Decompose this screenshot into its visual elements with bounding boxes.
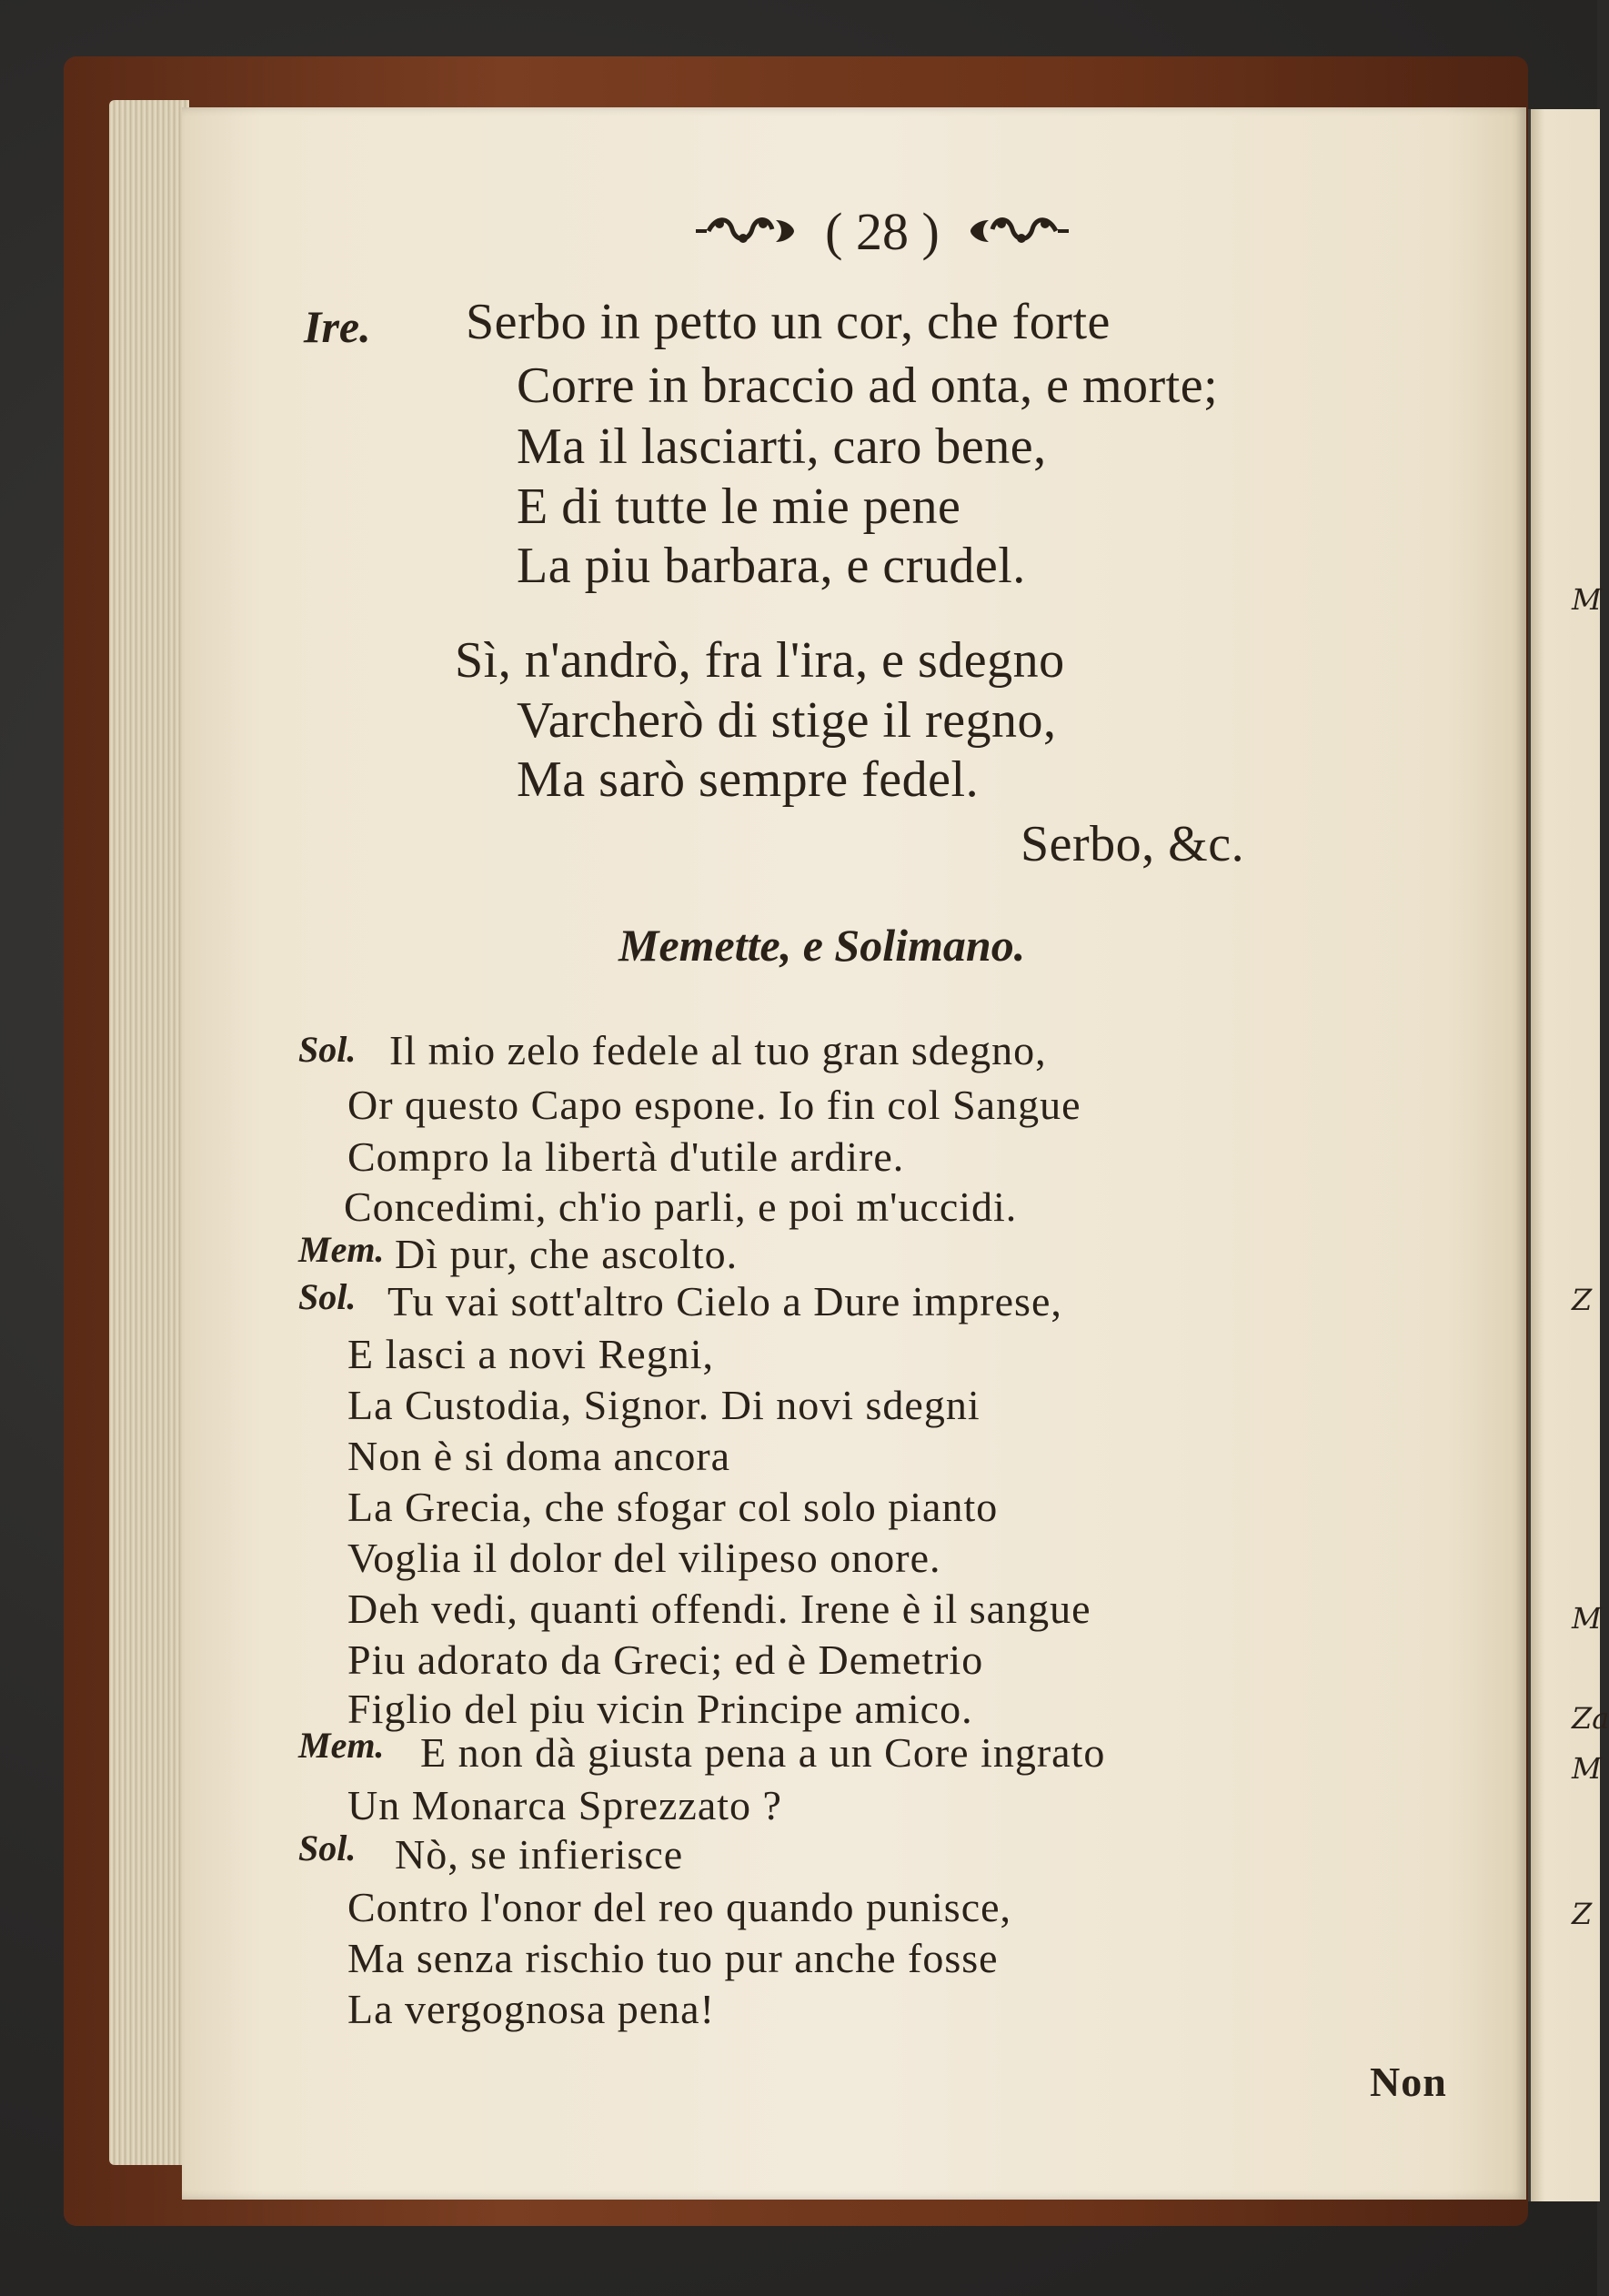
next-page-fragment: M [1572, 582, 1602, 617]
speaker-label: Mem. [298, 1229, 385, 1270]
dialogue-line: Concedimi, ch'io parli, e poi m'uccidi. [344, 1183, 1018, 1230]
dialogue-line: Non è si doma ancora [347, 1433, 731, 1479]
verse-line: La piu barbara, e crudel. [517, 538, 1026, 594]
dialogue-line: Dì pur, che ascolto. [395, 1231, 739, 1277]
speaker-label: Ire. [304, 301, 371, 352]
next-page-fragment: Z [1572, 1283, 1593, 1317]
dialogue-line: La vergognosa pena! [347, 1986, 715, 2032]
left-ornament-icon [692, 211, 801, 251]
next-page-fragment: M [1572, 1601, 1602, 1636]
dialogue-line: Piu adorato da Greci; ed è Demetrio [347, 1636, 984, 1683]
verse-line: Sì, n'andrò, fra l'ira, e sdegno [455, 632, 1065, 689]
dialogue-line: Un Monarca Sprezzato ? [347, 1782, 782, 1828]
dialogue-line: E lasci a novi Regni, [347, 1331, 714, 1377]
dialogue-line: Or questo Capo espone. Io fin col Sangue [347, 1082, 1081, 1128]
speaker-label: Sol. [298, 1276, 357, 1317]
dialogue-line: Nò, se infierisce [395, 1831, 684, 1878]
verse-line: Corre in braccio ad onta, e morte; [517, 357, 1219, 414]
dialogue-line: La Custodia, Signor. Di novi sdegni [347, 1382, 980, 1428]
right-ornament-icon [963, 211, 1072, 251]
dialogue-line: Contro l'onor del reo quando punisce, [347, 1884, 1012, 1930]
verse-line: Ma il lasciarti, caro bene, [517, 418, 1047, 475]
dialogue-line: La Grecia, che sfogar col solo pianto [347, 1484, 999, 1530]
dialogue-line: Ma senza rischio tuo pur anche fosse [347, 1935, 999, 1981]
da-capo: Serbo, &c. [1021, 816, 1245, 872]
dialogue-line: Voglia il dolor del vilipeso onore. [347, 1535, 941, 1581]
speaker-label: Mem. [298, 1725, 385, 1766]
page-number: ( 28 ) [825, 201, 940, 261]
dialogue-line: Figlio del piu vicin Principe amico. [347, 1686, 973, 1732]
dialogue-line: Il mio zelo fedele al tuo gran sdegno, [389, 1027, 1047, 1073]
dialogue-line: E non dà giusta pena a un Core ingrato [420, 1729, 1106, 1776]
next-page-fragment: M [1572, 1751, 1602, 1786]
dialogue-line: Tu vai sott'altro Cielo a Dure imprese, [387, 1278, 1062, 1324]
next-page-fragment: Z [1572, 1897, 1593, 1931]
speaker-label: Sol. [298, 1029, 357, 1070]
verse-line: Varcherò di stige il regno, [517, 692, 1057, 749]
next-page-fragment: Za [1572, 1701, 1609, 1736]
verse-line: E di tutte le mie pene [517, 478, 961, 535]
dialogue-line: Compro la libertà d'utile ardire. [347, 1133, 905, 1180]
page-block-edge [109, 100, 189, 2165]
dialogue-line: Deh vedi, quanti offendi. Irene è il sangue [347, 1586, 1091, 1632]
page-header [637, 195, 1128, 267]
verse-line: Serbo in petto un cor, che forte [466, 294, 1111, 350]
catchword: Non [1370, 2059, 1447, 2105]
next-page-edge [1528, 109, 1600, 2201]
verse-line: Ma sarò sempre fedel. [517, 751, 980, 808]
speaker-label: Sol. [298, 1828, 357, 1868]
scene-title: Memette, e Solimano. [618, 920, 1026, 971]
